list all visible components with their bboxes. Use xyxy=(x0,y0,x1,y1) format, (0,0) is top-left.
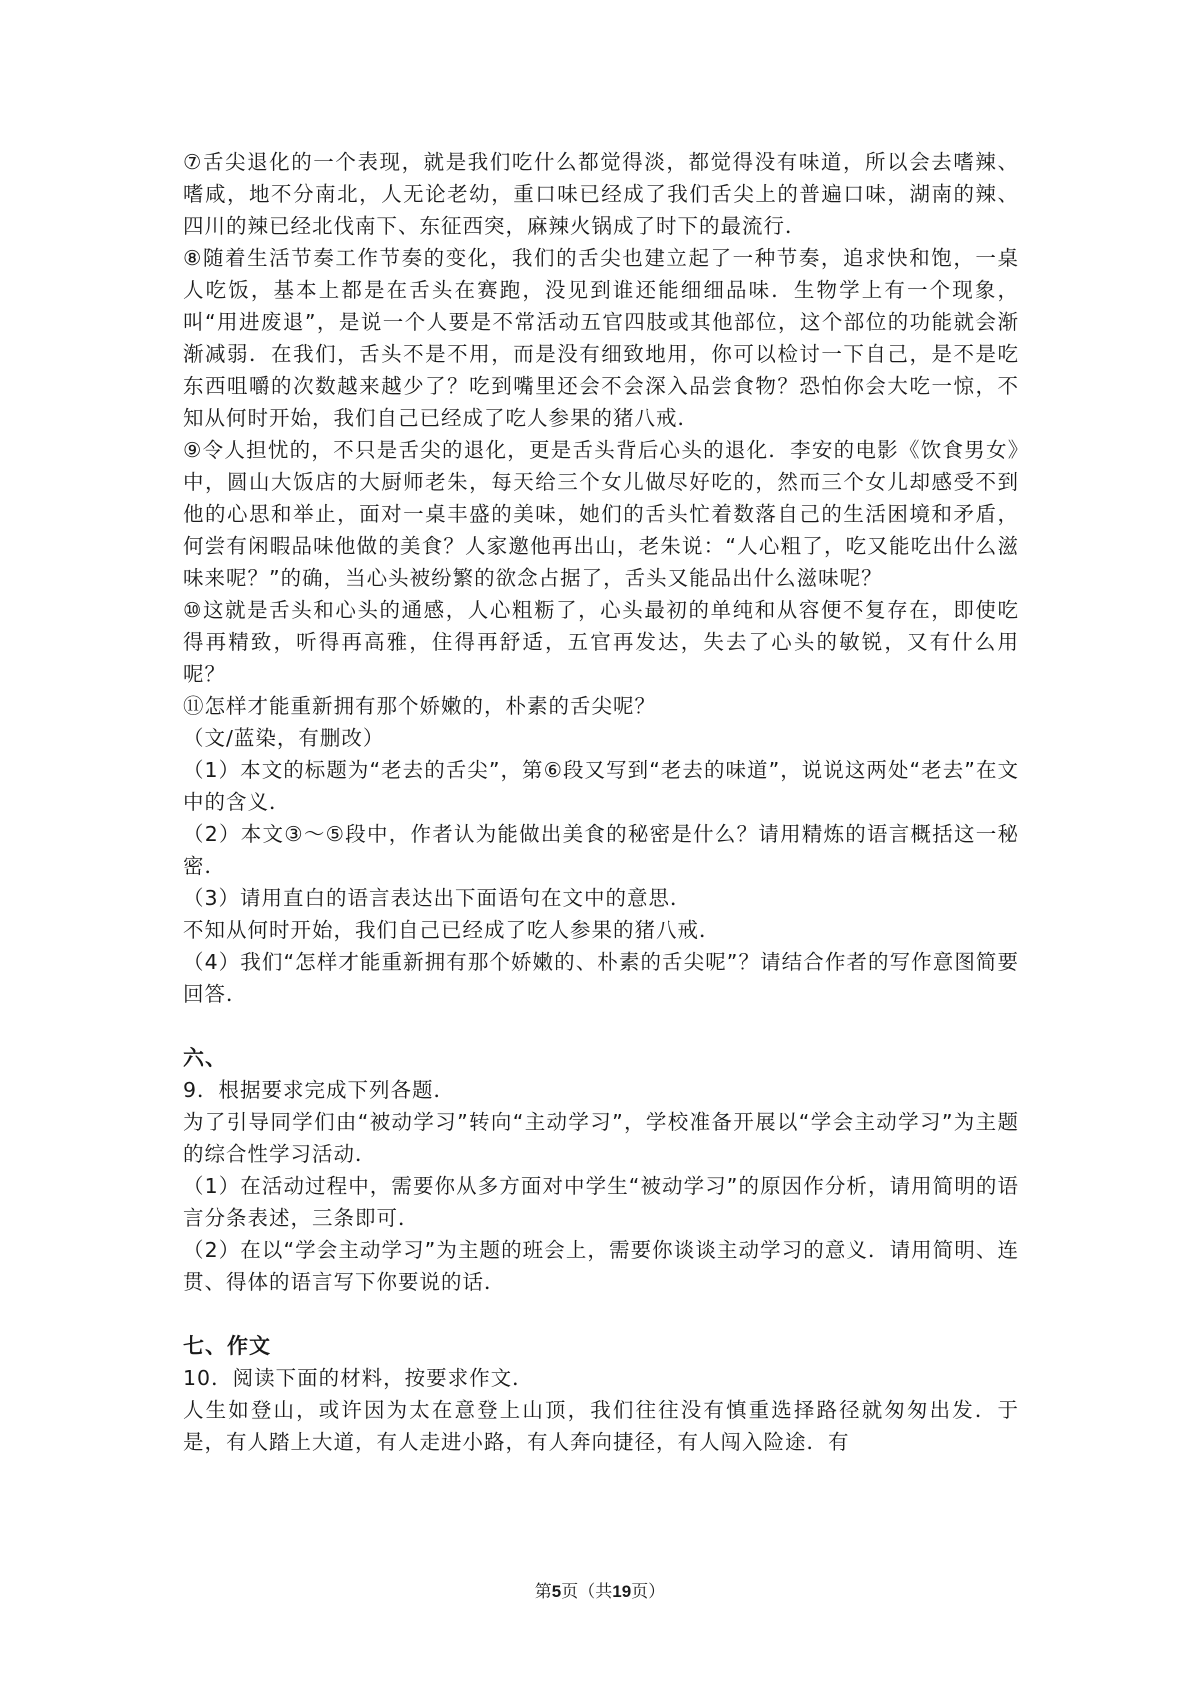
question-10: 10．阅读下面的材料，按要求作文． xyxy=(183,1366,534,1390)
question-3: （3）请用直白的语言表达出下面语句在文中的意思． xyxy=(183,886,692,910)
essay-material: 人生如登山，或许因为太在意登上山顶，我们往往没有慎重选择路径就匆匆出发．于是，有人踏上大道，有人走进小路，有人奔向捷径，有人闯入险途．有 xyxy=(183,1398,1019,1454)
reading-passage xyxy=(183,146,1019,1010)
question-9-intro: 为了引导同学们由“被动学习”转向“主动学习”，学校准备开展以“学会主动学习”为主题的综合性学习活动． xyxy=(183,1110,1019,1166)
question-1: （1）本文的标题为“老去的舌尖”，第⑥段又写到“老去的味道”，说说这两处“老去”在文中的含义． xyxy=(183,758,1019,814)
page-footer xyxy=(0,1580,1200,1604)
paragraph-9: ⑨令人担忧的，不只是舌尖的退化，更是舌头背后心头的退化．李安的电影《饮食男女》中，圆山大饭店的大厨师老朱，每天给三个女儿做尽好吃的，然而三个女儿却感受不到他的心思和举止，面对一桌丰盛的美味，她们的舌头忙着数落自己的生活困境和矛盾，何尝有闲暇品味他做的美食？人家邀他再出山，老朱说：“人心粗了，吃又能吃出什么滋味来呢？”的确，当心头被纷繁的欲念占据了，舌头又能品出什么滋味呢？ xyxy=(183,438,1019,590)
paragraph-7: ⑦舌尖退化的一个表现，就是我们吃什么都觉得淡，都觉得没有味道，所以会去嗜辣、嗜咸，地不分南北，人无论老幼，重口味已经成了我们舌尖上的普遍口味，湖南的辣、四川的辣已经北伐南下、东征西突，麻辣火锅成了时下的最流行． xyxy=(183,150,1019,238)
section-6-heading: 六、 xyxy=(183,1046,227,1070)
spacer xyxy=(183,1298,1019,1330)
question-4: （4）我们“怎样才能重新拥有那个娇嫩的、朴素的舌尖呢”？请结合作者的写作意图简要回答． xyxy=(183,950,1019,1006)
paragraph-8: ⑧随着生活节奏工作节奏的变化，我们的舌尖也建立起了一种节奏，追求快和饱，一桌人吃饭，基本上都是在舌头在赛跑，没见到谁还能细细品味．生物学上有一个现象，叫“用进废退”，是说一个人要是不常活动五官四肢或其他部位，这个部位的功能就会渐渐减弱．在我们，舌头不是不用，而是没有细致地用，你可以检讨一下自己，是不是吃东西咀嚼的次数越来越少了？吃到嘴里还会不会深入品尝食物？恐怕你会大吃一惊，不知从何时开始，我们自己已经成了吃人参果的猪八戒． xyxy=(183,246,1019,430)
question-2: （2）本文③～⑤段中，作者认为能做出美食的秘密是什么？请用精炼的语言概括这一秘密． xyxy=(183,822,1019,878)
question-9: 9．根据要求完成下列各题． xyxy=(183,1078,456,1102)
document-page xyxy=(183,146,1019,1458)
question-9-part-1: （1）在活动过程中，需要你从多方面对中学生“被动学习”的原因作分析，请用简明的语言分条表述，三条即可． xyxy=(183,1174,1019,1230)
section-7-heading: 七、作文 xyxy=(183,1334,271,1358)
paragraph-10: ⑩这就是舌头和心头的通感，人心粗粝了，心头最初的单纯和从容便不复存在，即使吃得再精致，听得再高雅，住得再舒适，五官再发达，失去了心头的敏锐，又有什么用呢？ xyxy=(183,598,1019,686)
section-7 xyxy=(183,1330,1019,1458)
section-6 xyxy=(183,1042,1019,1298)
spacer xyxy=(183,1010,1019,1042)
footer-page-number: 5 xyxy=(551,1582,562,1601)
paragraph-11: ⑪怎样才能重新拥有那个娇嫩的，朴素的舌尖呢？ xyxy=(183,694,656,718)
question-3-quote: 不知从何时开始，我们自己已经成了吃人参果的猪八戒． xyxy=(183,918,721,942)
source-note: （文/蓝染，有删改） xyxy=(183,726,385,750)
footer-suffix: 页） xyxy=(631,1582,666,1602)
footer-mid: 页（共 xyxy=(561,1582,613,1602)
footer-total-pages: 19 xyxy=(612,1582,632,1601)
footer-prefix: 第 xyxy=(534,1582,552,1602)
question-9-part-2: （2）在以“学会主动学习”为主题的班会上，需要你谈谈主动学习的意义．请用简明、连贯、得体的语言写下你要说的话． xyxy=(183,1238,1019,1294)
